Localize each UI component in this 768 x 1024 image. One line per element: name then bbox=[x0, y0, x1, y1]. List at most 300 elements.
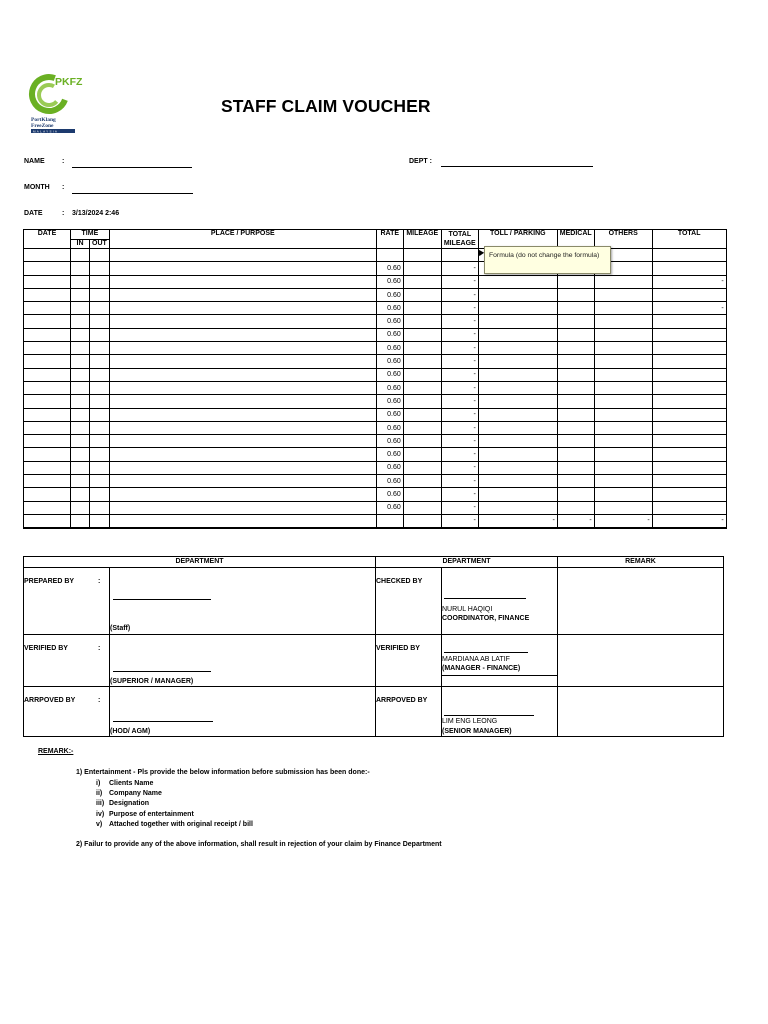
place-cell[interactable] bbox=[109, 275, 376, 288]
table-row bbox=[24, 275, 727, 288]
medical-cell[interactable] bbox=[557, 368, 594, 381]
date-cell[interactable] bbox=[24, 408, 71, 421]
rate-cell[interactable]: 0.60 bbox=[376, 302, 403, 315]
total-cell[interactable] bbox=[652, 262, 726, 275]
checker-name: NURUL HAQIQI bbox=[442, 606, 493, 613]
medical-cell[interactable] bbox=[557, 448, 594, 461]
mileage-cell[interactable] bbox=[403, 288, 441, 301]
time-out-cell[interactable] bbox=[90, 421, 110, 434]
finance-approved-signature-line[interactable] bbox=[444, 715, 534, 716]
totals-others-cell[interactable]: - bbox=[594, 514, 652, 527]
mileage-cell[interactable] bbox=[403, 475, 441, 488]
date-cell[interactable] bbox=[24, 448, 71, 461]
mileage-cell[interactable] bbox=[403, 262, 441, 275]
others-cell[interactable] bbox=[594, 435, 652, 448]
rate-cell[interactable]: 0.60 bbox=[376, 421, 403, 434]
total-cell[interactable] bbox=[652, 448, 726, 461]
table-row bbox=[24, 302, 727, 315]
medical-cell[interactable] bbox=[557, 395, 594, 408]
checker-title: COORDINATOR, FINANCE bbox=[442, 615, 530, 622]
page-title: STAFF CLAIM VOUCHER bbox=[221, 96, 431, 116]
table-row bbox=[24, 501, 727, 514]
rate-cell[interactable]: 0.60 bbox=[376, 395, 403, 408]
time-in-cell[interactable] bbox=[71, 395, 90, 408]
total-cell[interactable] bbox=[652, 475, 726, 488]
time-out-cell[interactable] bbox=[90, 501, 110, 514]
mileage-cell[interactable] bbox=[403, 275, 441, 288]
remark-item-2: 2) Failur to provide any of the above information, shall result in rejection of your claim by Finance Department bbox=[76, 841, 442, 848]
time-out-cell[interactable] bbox=[90, 288, 110, 301]
total-mileage-cell[interactable]: - bbox=[441, 395, 478, 408]
col-out-header: OUT bbox=[90, 240, 110, 249]
table-cell[interactable] bbox=[109, 249, 376, 262]
total-mileage-cell[interactable]: - bbox=[441, 488, 478, 501]
table-row bbox=[24, 328, 727, 341]
rate-cell[interactable]: 0.60 bbox=[376, 355, 403, 368]
rate-cell[interactable]: 0.60 bbox=[376, 461, 403, 474]
place-cell[interactable] bbox=[109, 288, 376, 301]
time-in-cell[interactable] bbox=[71, 262, 90, 275]
place-cell[interactable] bbox=[109, 315, 376, 328]
rate-cell[interactable]: 0.60 bbox=[376, 501, 403, 514]
mileage-cell[interactable] bbox=[403, 368, 441, 381]
approval-dept-header-2: DEPARTMENT bbox=[376, 557, 558, 568]
others-cell[interactable] bbox=[594, 315, 652, 328]
totals-toll-cell[interactable]: - bbox=[478, 514, 557, 527]
medical-cell[interactable] bbox=[557, 381, 594, 394]
toll-cell[interactable] bbox=[478, 381, 557, 394]
total-mileage-cell[interactable]: - bbox=[441, 288, 478, 301]
others-cell[interactable] bbox=[594, 381, 652, 394]
total-mileage-cell[interactable]: - bbox=[441, 355, 478, 368]
rate-cell[interactable]: 0.60 bbox=[376, 368, 403, 381]
toll-cell[interactable] bbox=[478, 461, 557, 474]
place-cell[interactable] bbox=[109, 381, 376, 394]
date-cell[interactable] bbox=[24, 342, 71, 355]
total-cell[interactable] bbox=[652, 328, 726, 341]
mileage-cell[interactable] bbox=[403, 302, 441, 315]
medical-cell[interactable] bbox=[557, 328, 594, 341]
totals-blank-cell[interactable] bbox=[109, 514, 376, 527]
table-cell[interactable] bbox=[90, 249, 110, 262]
medical-cell[interactable] bbox=[557, 288, 594, 301]
rate-cell[interactable]: 0.60 bbox=[376, 262, 403, 275]
place-cell[interactable] bbox=[109, 355, 376, 368]
date-colon: : bbox=[62, 210, 65, 217]
toll-cell[interactable] bbox=[478, 488, 557, 501]
total-cell[interactable] bbox=[652, 395, 726, 408]
col-medical-header: MEDICAL bbox=[557, 230, 594, 249]
time-in-cell[interactable] bbox=[71, 315, 90, 328]
date-cell[interactable] bbox=[24, 302, 71, 315]
totals-row bbox=[24, 514, 727, 527]
medical-cell[interactable] bbox=[557, 435, 594, 448]
place-cell[interactable] bbox=[109, 488, 376, 501]
toll-cell[interactable] bbox=[478, 288, 557, 301]
time-out-cell[interactable] bbox=[90, 381, 110, 394]
time-out-cell[interactable] bbox=[90, 408, 110, 421]
others-cell[interactable] bbox=[594, 448, 652, 461]
totals-mileage-cell[interactable]: - bbox=[441, 514, 478, 527]
total-mileage-cell[interactable]: - bbox=[441, 342, 478, 355]
time-out-cell[interactable] bbox=[90, 355, 110, 368]
time-in-cell[interactable] bbox=[71, 448, 90, 461]
totals-total-cell[interactable]: - bbox=[652, 514, 726, 527]
toll-cell[interactable] bbox=[478, 368, 557, 381]
table-row bbox=[24, 288, 727, 301]
totals-blank-cell[interactable] bbox=[24, 514, 71, 527]
date-cell[interactable] bbox=[24, 461, 71, 474]
checked-by-cell bbox=[376, 568, 558, 635]
others-cell[interactable] bbox=[594, 488, 652, 501]
approval-table bbox=[23, 556, 724, 737]
name-label: NAME bbox=[24, 158, 45, 165]
others-cell[interactable] bbox=[594, 288, 652, 301]
totals-medical-cell[interactable]: - bbox=[557, 514, 594, 527]
time-out-cell[interactable] bbox=[90, 368, 110, 381]
toll-cell[interactable] bbox=[478, 475, 557, 488]
total-mileage-cell[interactable]: - bbox=[441, 421, 478, 434]
totals-blank-cell[interactable] bbox=[376, 514, 403, 527]
table-cell[interactable] bbox=[24, 249, 71, 262]
mileage-cell[interactable] bbox=[403, 501, 441, 514]
others-cell[interactable] bbox=[594, 501, 652, 514]
table-cell[interactable] bbox=[652, 249, 726, 262]
rate-cell[interactable]: 0.60 bbox=[376, 435, 403, 448]
time-out-cell[interactable] bbox=[90, 488, 110, 501]
table-cell[interactable] bbox=[376, 249, 403, 262]
place-cell[interactable] bbox=[109, 448, 376, 461]
time-in-cell[interactable] bbox=[71, 461, 90, 474]
approval-dept-header-1: DEPARTMENT bbox=[24, 557, 376, 568]
subitem-number: i) bbox=[96, 780, 101, 787]
date-cell[interactable] bbox=[24, 395, 71, 408]
place-cell[interactable] bbox=[109, 395, 376, 408]
rate-cell[interactable]: 0.60 bbox=[376, 488, 403, 501]
table-row bbox=[24, 315, 727, 328]
approved-by-cell: ARRPOVED BY : (HOD/ AGM) bbox=[24, 687, 376, 737]
total-cell[interactable] bbox=[652, 381, 726, 394]
mileage-cell[interactable] bbox=[403, 395, 441, 408]
superior-label: (SUPERIOR / MANAGER) bbox=[110, 678, 194, 685]
col-in-header: IN bbox=[71, 240, 90, 249]
dept-label: DEPT : bbox=[409, 158, 432, 165]
rate-cell[interactable]: 0.60 bbox=[376, 328, 403, 341]
total-mileage-cell[interactable]: - bbox=[441, 448, 478, 461]
prepared-signature-line[interactable] bbox=[113, 599, 211, 600]
place-cell[interactable] bbox=[109, 368, 376, 381]
time-in-cell[interactable] bbox=[71, 488, 90, 501]
subitem-text: Attached together with original receipt / bill bbox=[109, 820, 253, 828]
total-cell[interactable]: - bbox=[652, 275, 726, 288]
table-row bbox=[24, 368, 727, 381]
total-cell[interactable] bbox=[652, 461, 726, 474]
total-mileage-cell[interactable]: - bbox=[441, 435, 478, 448]
mileage-cell[interactable] bbox=[403, 461, 441, 474]
time-in-cell[interactable] bbox=[71, 501, 90, 514]
time-in-cell[interactable] bbox=[71, 368, 90, 381]
time-out-cell[interactable] bbox=[90, 475, 110, 488]
time-in-cell[interactable] bbox=[71, 328, 90, 341]
remark-subitem bbox=[96, 810, 253, 820]
toll-cell[interactable] bbox=[478, 275, 557, 288]
time-in-cell[interactable] bbox=[71, 302, 90, 315]
medical-cell[interactable] bbox=[557, 421, 594, 434]
toll-cell[interactable] bbox=[478, 395, 557, 408]
others-cell[interactable] bbox=[594, 421, 652, 434]
others-cell[interactable] bbox=[594, 475, 652, 488]
remark-subitem bbox=[96, 799, 253, 809]
total-cell[interactable]: - bbox=[652, 302, 726, 315]
total-mileage-cell[interactable]: - bbox=[441, 368, 478, 381]
toll-cell[interactable] bbox=[478, 448, 557, 461]
staff-label: (Staff) bbox=[110, 625, 131, 632]
subitem-text: Purpose of entertainment bbox=[109, 810, 194, 818]
finance-verified-label: VERIFIED BY bbox=[376, 645, 420, 652]
mileage-cell[interactable] bbox=[403, 342, 441, 355]
date-cell[interactable] bbox=[24, 328, 71, 341]
medical-cell[interactable] bbox=[557, 342, 594, 355]
rate-cell[interactable]: 0.60 bbox=[376, 448, 403, 461]
col-toll-header: TOLL / PARKING bbox=[478, 230, 557, 249]
time-out-cell[interactable] bbox=[90, 262, 110, 275]
col-rate-header: RATE bbox=[376, 230, 403, 249]
total-cell[interactable] bbox=[652, 408, 726, 421]
total-mileage-cell[interactable]: - bbox=[441, 262, 478, 275]
total-mileage-cell[interactable]: - bbox=[441, 461, 478, 474]
date-cell[interactable] bbox=[24, 501, 71, 514]
mileage-cell[interactable] bbox=[403, 408, 441, 421]
medical-cell[interactable] bbox=[557, 461, 594, 474]
time-in-cell[interactable] bbox=[71, 342, 90, 355]
others-cell[interactable] bbox=[594, 275, 652, 288]
total-cell[interactable] bbox=[652, 315, 726, 328]
verified-by-label: VERIFIED BY bbox=[24, 645, 68, 652]
medical-cell[interactable] bbox=[557, 355, 594, 368]
total-mileage-cell[interactable]: - bbox=[441, 315, 478, 328]
subitem-text: Designation bbox=[109, 800, 150, 808]
verified-signature-line[interactable] bbox=[113, 671, 211, 672]
remark-subitem bbox=[96, 820, 253, 830]
month-label: MONTH bbox=[24, 184, 50, 191]
time-out-cell[interactable] bbox=[90, 461, 110, 474]
toll-cell[interactable] bbox=[478, 342, 557, 355]
toll-cell[interactable] bbox=[478, 421, 557, 434]
time-in-cell[interactable] bbox=[71, 288, 90, 301]
date-cell[interactable] bbox=[24, 288, 71, 301]
hod-label: (HOD/ AGM) bbox=[110, 728, 151, 735]
date-cell[interactable] bbox=[24, 381, 71, 394]
date-cell[interactable] bbox=[24, 368, 71, 381]
time-out-cell[interactable] bbox=[90, 302, 110, 315]
month-field[interactable] bbox=[72, 193, 193, 194]
mileage-cell[interactable] bbox=[403, 328, 441, 341]
total-cell[interactable] bbox=[652, 368, 726, 381]
finance-approved-label: ARRPOVED BY bbox=[376, 697, 428, 704]
totals-blank-cell[interactable] bbox=[403, 514, 441, 527]
time-out-cell[interactable] bbox=[90, 342, 110, 355]
table-row bbox=[24, 421, 727, 434]
mileage-cell[interactable] bbox=[403, 355, 441, 368]
total-cell[interactable] bbox=[652, 342, 726, 355]
time-in-cell[interactable] bbox=[71, 435, 90, 448]
total-mileage-cell[interactable]: - bbox=[441, 501, 478, 514]
table-cell[interactable] bbox=[441, 249, 478, 262]
place-cell[interactable] bbox=[109, 435, 376, 448]
finance-verified-cell bbox=[376, 635, 558, 687]
toll-cell[interactable] bbox=[478, 302, 557, 315]
finance-verified-signature-line[interactable] bbox=[444, 652, 528, 653]
total-cell[interactable] bbox=[652, 421, 726, 434]
name-field[interactable] bbox=[72, 167, 192, 168]
others-cell[interactable] bbox=[594, 355, 652, 368]
total-mileage-cell[interactable]: - bbox=[441, 408, 478, 421]
total-mileage-cell[interactable]: - bbox=[441, 302, 478, 315]
mileage-cell[interactable] bbox=[403, 421, 441, 434]
verified-by-cell: VERIFIED BY : (SUPERIOR / MANAGER) bbox=[24, 635, 376, 687]
time-in-cell[interactable] bbox=[71, 355, 90, 368]
time-in-cell[interactable] bbox=[71, 381, 90, 394]
place-cell[interactable] bbox=[109, 342, 376, 355]
toll-cell[interactable] bbox=[478, 328, 557, 341]
remark-cell-1[interactable] bbox=[558, 568, 724, 635]
totals-blank-cell[interactable] bbox=[90, 514, 110, 527]
time-out-cell[interactable] bbox=[90, 328, 110, 341]
remark-cell-3[interactable] bbox=[558, 687, 724, 737]
mileage-cell[interactable] bbox=[403, 448, 441, 461]
col-total-header: TOTAL bbox=[652, 230, 726, 249]
table-row bbox=[24, 395, 727, 408]
claim-table bbox=[23, 229, 727, 529]
rate-cell[interactable]: 0.60 bbox=[376, 288, 403, 301]
table-cell[interactable] bbox=[71, 249, 90, 262]
rate-cell[interactable]: 0.60 bbox=[376, 408, 403, 421]
rate-cell[interactable]: 0.60 bbox=[376, 475, 403, 488]
time-in-cell[interactable] bbox=[71, 408, 90, 421]
time-in-cell[interactable] bbox=[71, 421, 90, 434]
formula-tooltip: Formula (do not change the formula) bbox=[484, 246, 611, 274]
prepared-by-label: PREPARED BY bbox=[24, 578, 75, 585]
remark-subitems bbox=[96, 779, 253, 830]
date-cell[interactable] bbox=[24, 262, 71, 275]
table-row bbox=[24, 355, 727, 368]
toll-cell[interactable] bbox=[478, 501, 557, 514]
approved-signature-line[interactable] bbox=[113, 721, 213, 722]
date-cell[interactable] bbox=[24, 475, 71, 488]
medical-cell[interactable] bbox=[557, 408, 594, 421]
remark-cell-2[interactable] bbox=[558, 635, 724, 687]
table-row bbox=[24, 249, 727, 262]
table-row bbox=[24, 262, 727, 275]
total-cell[interactable] bbox=[652, 288, 726, 301]
others-cell[interactable] bbox=[594, 395, 652, 408]
others-cell[interactable] bbox=[594, 328, 652, 341]
medical-cell[interactable] bbox=[557, 315, 594, 328]
subitem-text: Clients Name bbox=[109, 780, 154, 787]
date-cell[interactable] bbox=[24, 275, 71, 288]
others-cell[interactable] bbox=[594, 461, 652, 474]
place-cell[interactable] bbox=[109, 408, 376, 421]
verifier-name: MARDIANA AB LATIF bbox=[442, 656, 510, 663]
mileage-cell[interactable] bbox=[403, 381, 441, 394]
dept-field[interactable] bbox=[441, 166, 593, 167]
time-out-cell[interactable] bbox=[90, 275, 110, 288]
time-in-cell[interactable] bbox=[71, 475, 90, 488]
approval-remark-header: REMARK bbox=[558, 557, 724, 568]
place-cell[interactable] bbox=[109, 302, 376, 315]
prepared-by-cell: PREPARED BY : (Staff) bbox=[24, 568, 376, 635]
table-row bbox=[24, 448, 727, 461]
table-cell[interactable] bbox=[403, 249, 441, 262]
mileage-cell[interactable] bbox=[403, 315, 441, 328]
place-cell[interactable] bbox=[109, 461, 376, 474]
col-total-mileage-header: TOTAL MILEAGE bbox=[441, 230, 478, 249]
total-cell[interactable] bbox=[652, 435, 726, 448]
date-cell[interactable] bbox=[24, 315, 71, 328]
toll-cell[interactable] bbox=[478, 408, 557, 421]
rate-cell[interactable]: 0.60 bbox=[376, 342, 403, 355]
medical-cell[interactable] bbox=[557, 302, 594, 315]
place-cell[interactable] bbox=[109, 501, 376, 514]
others-cell[interactable] bbox=[594, 302, 652, 315]
total-mileage-cell[interactable]: - bbox=[441, 328, 478, 341]
checked-signature-line[interactable] bbox=[444, 598, 526, 599]
toll-cell[interactable] bbox=[478, 435, 557, 448]
subitem-number: iv) bbox=[96, 810, 105, 818]
date-label: DATE bbox=[24, 210, 43, 217]
rate-cell[interactable]: 0.60 bbox=[376, 315, 403, 328]
time-out-cell[interactable] bbox=[90, 448, 110, 461]
total-cell[interactable] bbox=[652, 501, 726, 514]
total-cell[interactable] bbox=[652, 355, 726, 368]
place-cell[interactable] bbox=[109, 262, 376, 275]
rate-cell[interactable]: 0.60 bbox=[376, 381, 403, 394]
date-cell[interactable] bbox=[24, 435, 71, 448]
subitem-number: v) bbox=[96, 820, 103, 828]
date-cell[interactable] bbox=[24, 421, 71, 434]
toll-cell[interactable] bbox=[478, 355, 557, 368]
others-cell[interactable] bbox=[594, 408, 652, 421]
medical-cell[interactable] bbox=[557, 275, 594, 288]
rate-cell[interactable]: 0.60 bbox=[376, 275, 403, 288]
mileage-cell[interactable] bbox=[403, 488, 441, 501]
toll-cell[interactable] bbox=[478, 315, 557, 328]
table-row bbox=[24, 435, 727, 448]
total-mileage-cell[interactable]: - bbox=[441, 475, 478, 488]
date-cell[interactable] bbox=[24, 488, 71, 501]
total-mileage-cell[interactable]: - bbox=[441, 381, 478, 394]
time-out-cell[interactable] bbox=[90, 315, 110, 328]
date-cell[interactable] bbox=[24, 355, 71, 368]
mileage-cell[interactable] bbox=[403, 435, 441, 448]
total-mileage-cell[interactable]: - bbox=[441, 275, 478, 288]
place-cell[interactable] bbox=[109, 421, 376, 434]
others-cell[interactable] bbox=[594, 368, 652, 381]
col-place-header: PLACE / PURPOSE bbox=[109, 230, 376, 249]
totals-blank-cell[interactable] bbox=[71, 514, 90, 527]
time-out-cell[interactable] bbox=[90, 435, 110, 448]
time-out-cell[interactable] bbox=[90, 395, 110, 408]
time-in-cell[interactable] bbox=[71, 275, 90, 288]
table-row bbox=[24, 381, 727, 394]
total-cell[interactable] bbox=[652, 488, 726, 501]
medical-cell[interactable] bbox=[557, 501, 594, 514]
place-cell[interactable] bbox=[109, 475, 376, 488]
place-cell[interactable] bbox=[109, 328, 376, 341]
medical-cell[interactable] bbox=[557, 488, 594, 501]
others-cell[interactable] bbox=[594, 342, 652, 355]
medical-cell[interactable] bbox=[557, 475, 594, 488]
